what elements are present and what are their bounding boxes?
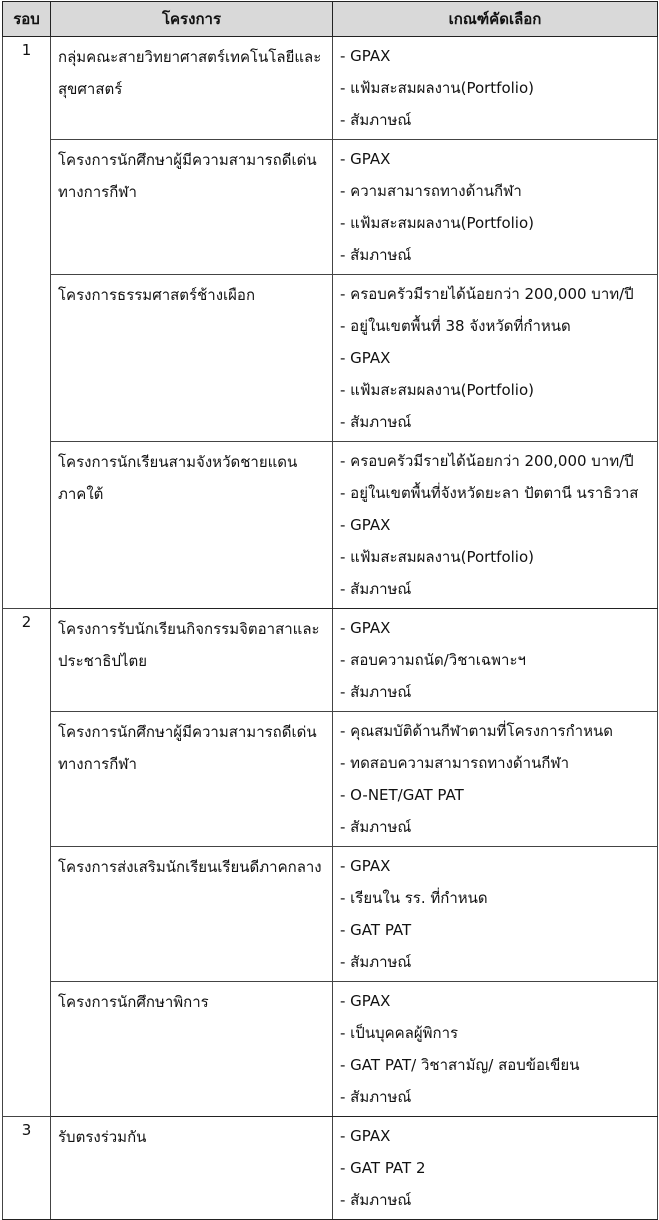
criteria-item: - สอบความถนัด/วิชาเฉพาะฯ: [340, 651, 526, 669]
project-name-line: ประชาธิปไตย: [58, 652, 147, 670]
table-row: [3, 982, 658, 1117]
criteria-item: - สัมภาษณ์: [340, 683, 412, 701]
project-name-line: โครงการนักศึกษาพิการ: [58, 993, 209, 1011]
criteria-item: - GPAX: [340, 47, 391, 65]
criteria-list: [333, 275, 658, 442]
criteria-item: - คุณสมบัติด้านกีฬาตามที่โครงการกำหนด: [340, 722, 613, 740]
project-name-line: กลุ่มคณะสายวิทยาศาสตร์เทคโนโลยีและ: [58, 48, 322, 66]
project-name-line: โครงการนักเรียนสามจังหวัดชายแดน: [58, 453, 298, 471]
criteria-list: [333, 140, 658, 275]
table-row: [3, 37, 658, 140]
criteria-item: - GPAX: [340, 1127, 391, 1145]
criteria-item: - สัมภาษณ์: [340, 1191, 412, 1209]
criteria-item: - สัมภาษณ์: [340, 246, 412, 264]
table-row: [3, 1117, 658, 1220]
criteria-item: - GAT PAT 2: [340, 1159, 426, 1177]
criteria-item: - สัมภาษณ์: [340, 818, 412, 836]
criteria-item: - สัมภาษณ์: [340, 953, 412, 971]
project-name-line: โครงการธรรมศาสตร์ช้างเผือก: [58, 286, 256, 304]
project-name: [51, 37, 333, 140]
criteria-item: - GPAX: [340, 619, 391, 637]
table-row: [3, 609, 658, 712]
criteria-item: - GPAX: [340, 150, 391, 168]
round-number: 2: [3, 609, 51, 1117]
criteria-item: - สัมภาษณ์: [340, 413, 412, 431]
project-name-line: รับตรงร่วมกัน: [58, 1128, 147, 1146]
project-name-line: โครงการส่งเสริมนักเรียนเรียนดีภาคกลาง: [58, 858, 322, 876]
header-row: [3, 2, 658, 37]
project-name-line: โครงการนักศึกษาผู้มีความสามารถดีเด่น: [58, 151, 317, 169]
criteria-list: [333, 982, 658, 1117]
table-body: [3, 37, 658, 1220]
criteria-item: - O-NET/GAT PAT: [340, 786, 464, 804]
criteria-item: - สัมภาษณ์: [340, 580, 412, 598]
criteria-item: - เป็นบุคคลผู้พิการ: [340, 1024, 459, 1042]
round-number: 1: [3, 37, 51, 609]
criteria-item: - ครอบครัวมีรายได้น้อยกว่า 200,000 บาท/ปี: [340, 452, 634, 470]
criteria-list: [333, 847, 658, 982]
criteria-item: - GAT PAT: [340, 921, 412, 939]
criteria-list: [333, 712, 658, 847]
header-round: รอบ: [3, 2, 51, 37]
round-number: 3: [3, 1117, 51, 1220]
criteria-item: - GPAX: [340, 349, 391, 367]
table-row: [3, 140, 658, 275]
criteria-item: - GPAX: [340, 992, 391, 1010]
criteria-item: - GPAX: [340, 516, 391, 534]
criteria-item: - ความสามารถทางด้านกีฬา: [340, 182, 522, 200]
criteria-item: - สัมภาษณ์: [340, 1088, 412, 1106]
project-name: [51, 275, 333, 442]
selection-criteria-table: [2, 1, 658, 1220]
header-project: โครงการ: [51, 2, 333, 37]
project-name: [51, 609, 333, 712]
criteria-list: [333, 1117, 658, 1220]
header-criteria: เกณฑ์คัดเลือก: [333, 2, 658, 37]
project-name: [51, 140, 333, 275]
criteria-list: [333, 609, 658, 712]
criteria-item: - แฟ้มสะสมผลงาน(Portfolio): [340, 214, 535, 232]
criteria-item: - อยู่ในเขตพื้นที่ 38 จังหวัดที่กำหนด: [340, 317, 571, 335]
project-name: [51, 982, 333, 1117]
project-name: [51, 712, 333, 847]
criteria-list: [333, 37, 658, 140]
criteria-item: - สัมภาษณ์: [340, 111, 412, 129]
project-name-line: สุขศาสตร์: [58, 80, 123, 98]
criteria-item: - อยู่ในเขตพื้นที่จังหวัดยะลา ปัตตานี นราธิวาส: [340, 484, 639, 502]
project-name-line: ทางการกีฬา: [58, 755, 137, 773]
criteria-item: - แฟ้มสะสมผลงาน(Portfolio): [340, 381, 535, 399]
criteria-item: - GAT PAT/ วิชาสามัญ/ สอบข้อเขียน: [340, 1056, 580, 1074]
project-name-line: โครงการรับนักเรียนกิจกรรมจิตอาสาและ: [58, 620, 320, 638]
project-name-line: โครงการนักศึกษาผู้มีความสามารถดีเด่น: [58, 723, 317, 741]
criteria-item: - แฟ้มสะสมผลงาน(Portfolio): [340, 79, 535, 97]
project-name: [51, 847, 333, 982]
table-row: [3, 442, 658, 609]
project-name-line: ภาคใต้: [58, 485, 104, 503]
project-name: [51, 1117, 333, 1220]
criteria-list: [333, 442, 658, 609]
project-name: [51, 442, 333, 609]
criteria-item: - แฟ้มสะสมผลงาน(Portfolio): [340, 548, 535, 566]
criteria-item: - GPAX: [340, 857, 391, 875]
criteria-item: - เรียนใน รร. ที่กำหนด: [340, 889, 488, 907]
table-row: [3, 847, 658, 982]
criteria-item: - ครอบครัวมีรายได้น้อยกว่า 200,000 บาท/ปี: [340, 285, 634, 303]
table-row: [3, 275, 658, 442]
criteria-item: - ทดสอบความสามารถทางด้านกีฬา: [340, 754, 570, 772]
table-row: [3, 712, 658, 847]
project-name-line: ทางการกีฬา: [58, 183, 137, 201]
